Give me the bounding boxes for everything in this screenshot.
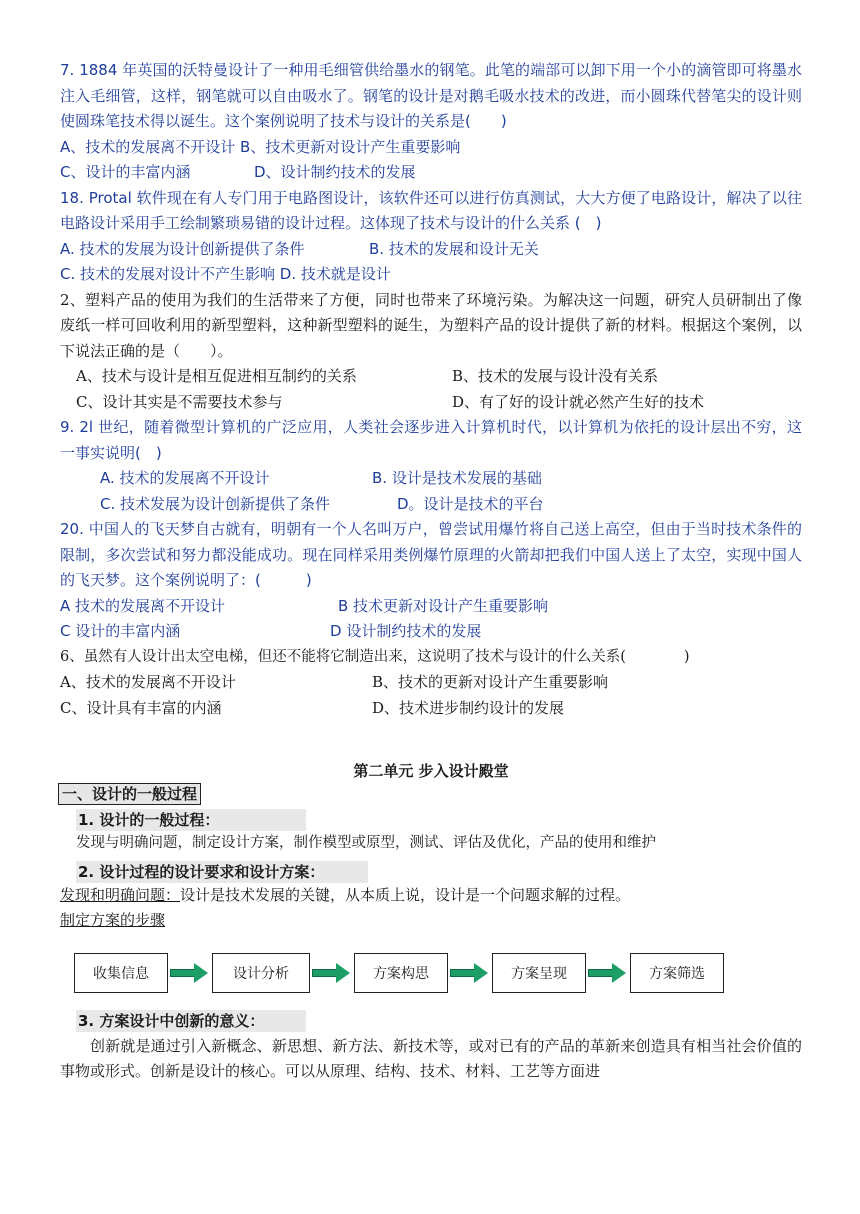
subsection-3-body: 创新就是通过引入新概念、新思想、新方法、新技术等，或对已有的产品的革新来创造具有相当社会价值的事物或形式。创新是设计的核心。可以从原理、结构、技术、材料、工艺等方面进	[60, 1036, 802, 1080]
question-2-options-ab	[60, 364, 802, 390]
question-20-option-c: C 设计的丰富内涵	[60, 622, 181, 640]
question-2-options-cd	[60, 390, 802, 416]
question-9: 9. 2l 世纪，随着微型计算机的广泛应用，人类社会逐步进入计算机时代，以计算机为依托的设计层出不穷，这一事实说明( )	[60, 418, 802, 462]
section-heading: 一、设计的一般过程	[58, 783, 201, 805]
question-18: 18. Protal 软件现在有人专门用于电路图设计，该软件还可以进行仿真测试，大大方便了电路设计，解决了以往电路设计采用手工绘制繁琐易错的设计过程。这体现了技术与设计的什么关系 ( )	[60, 188, 802, 232]
question-20-option-b: B 技术更新对设计产生重要影响	[338, 596, 549, 615]
arrow-right-icon	[170, 963, 210, 983]
question-6-option-a: A、技术的发展离不开设计	[60, 673, 236, 691]
unit-title: 第二单元 步入设计殿堂	[353, 762, 509, 780]
question-20-options-ab	[60, 594, 802, 620]
question-6-option-b: B、技术的更新对设计产生重要影响	[372, 673, 609, 691]
question-20-options-cd	[60, 619, 802, 645]
question-18-option-a: A. 技术的发展为设计创新提供了条件	[60, 239, 305, 258]
arrow-right-icon	[312, 963, 352, 983]
design-steps-flowchart	[74, 952, 802, 994]
question-20: 20. 中国人的飞天梦自古就有，明朝有一个人名叫万户，曾尝试用爆竹将自己送上高空，但由于当时技术条件的限制，多次尝试和努力都没能成功。现在同样采用类例爆竹原理的火箭却把我们中国人送上了太空，实现中国人的飞天梦。这个案例说明了：( )	[60, 520, 802, 589]
question-20-option-a: A 技术的发展离不开设计	[60, 596, 226, 615]
question-6-option-c: C、设计具有丰富的内涵	[60, 698, 222, 717]
question-6-option-d: D、技术进步制约设计的发展	[372, 698, 565, 717]
question-7-option-d: D、设计制约技术的发展	[254, 163, 416, 181]
flow-step-present: 方案呈现	[492, 953, 586, 993]
flow-step-analysis: 设计分析	[212, 953, 310, 993]
question-6: 6、虽然有人设计出太空电梯，但还不能将它制造出来，这说明了技术与设计的什么关系( )	[60, 648, 690, 665]
question-20-option-d: D 设计制约技术的发展	[330, 622, 482, 640]
arrow-right-icon	[450, 963, 490, 983]
question-7-options-ab: A、技术的发展离不开设计 B、技术更新对设计产生重要影响	[60, 137, 461, 156]
question-2-option-d: D、有了好的设计就必然产生好的技术	[452, 392, 705, 411]
question-9-option-d: D。设计是技术的平台	[397, 494, 544, 513]
question-9-options-ab	[60, 466, 802, 492]
question-2-option-c: C、设计其实是不需要技术参与	[76, 392, 283, 411]
subsection-1-body: 发现与明确问题，制定设计方案，制作模型或原型，测试、评估及优化，产品的使用和维护	[76, 835, 656, 851]
subsection-2-line	[60, 883, 802, 909]
question-6-options-ab	[60, 670, 802, 696]
question-9-option-b: B. 设计是技术发展的基础	[372, 469, 542, 487]
question-6-options-cd	[60, 696, 802, 722]
question-9-options-cd	[60, 492, 802, 518]
document-page	[60, 58, 802, 1085]
problem-label: 发现和明确问题：	[60, 885, 181, 904]
flow-step-collect: 收集信息	[74, 953, 168, 993]
question-9-option-c: C. 技术发展为设计创新提供了条件	[100, 494, 331, 513]
question-2: 2、塑料产品的使用为我们的生活带来了方便，同时也带来了环境污染。为解决这一问题，研究人员研制出了像废纸一样可回收利用的新型塑料，这种新型塑料的诞生，为塑料产品的设计提供了新的材料。根据这个案例，以下说法正确的是（ ）。	[60, 290, 802, 360]
steps-label: 制定方案的步骤	[60, 911, 166, 929]
problem-body: 设计是技术发展的关键，从本质上说，设计是一个问题求解的过程。	[180, 885, 631, 904]
question-2-option-a: A、技术与设计是相互促进相互制约的关系	[76, 367, 357, 385]
question-9-option-a: A. 技术的发展离不开设计	[100, 469, 270, 487]
question-7: 7. 1884 年英国的沃特曼设计了一种用毛细管供给墨水的钢笔。此笔的端部可以卸下用一个小的滴管即可将墨水注入毛细管，这样，钢笔就可以自由吸水了。钢笔的设计是对鹅毛吸水技术的改进，而小圆珠代替笔尖的设计则使圆珠笔技术得以诞生。这个案例说明了技术与设计的关系是( )	[60, 61, 802, 130]
question-18-options-cd: C. 技术的发展对设计不产生影响 D. 技术就是设计	[60, 265, 391, 283]
subsection-heading-2: 2. 设计过程的设计要求和设计方案：	[76, 861, 368, 883]
question-7-options-cd	[60, 160, 802, 186]
subsection-heading-1: 1. 设计的一般过程：	[76, 809, 306, 831]
flow-step-select: 方案筛选	[630, 953, 724, 993]
arrow-right-icon	[588, 963, 628, 983]
question-18-option-b: B. 技术的发展和设计无关	[369, 239, 539, 258]
question-2-option-b: B、技术的发展与设计没有关系	[452, 367, 659, 385]
question-18-options-ab	[60, 237, 802, 263]
subsection-heading-3: 3. 方案设计中创新的意义：	[76, 1010, 306, 1032]
flow-step-concept: 方案构思	[354, 953, 448, 993]
question-7-option-c: C、设计的丰富内涵	[60, 163, 191, 181]
